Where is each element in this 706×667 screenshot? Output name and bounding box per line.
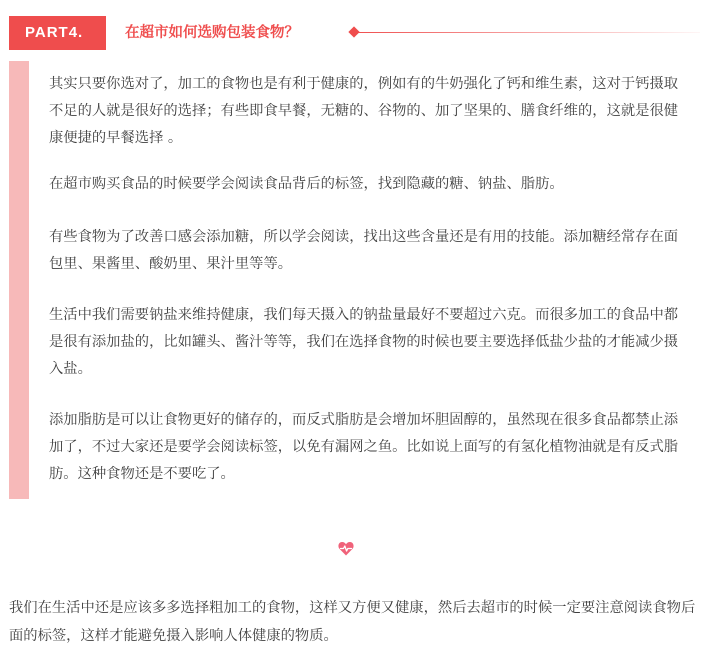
paragraph-fat: 添加脂肪是可以让食物更好的储存的，而反式脂肪是会增加坏胆固醇的，虽然现在很多食品都禁止添加了，不过大家还是要学会阅读标签，以免有漏网之鱼。比如说上面写的有氢化植物油就是有反式脂肪。这种食物还是不要吃了。 bbox=[49, 412, 679, 482]
paragraph-read-labels: 在超市购买食品的时候要学会阅读食品背后的标签，找到隐藏的糖、钠盐、脂肪。 bbox=[49, 176, 564, 192]
closing-paragraph: 我们在生活中还是应该多多选择粗加工的食物，这样又方便又健康，然后去超市的时候一定要注意阅读食物后面的标签，这样才能避免摄入影响人体健康的物质。 bbox=[9, 600, 696, 644]
section-title: 在超市如何选购包装食物？ bbox=[125, 25, 299, 41]
quote-block bbox=[9, 61, 699, 499]
quote-accent-bar bbox=[9, 61, 29, 499]
part-badge: PART4. bbox=[9, 16, 106, 50]
paragraph-sodium: 生活中我们需要钠盐来维持健康，我们每天摄入的钠盐量最好不要超过六克。而很多加工的食品中都是很有添加盐的，比如罐头、酱汁等等，我们在选择食物的时候也要主要选择低盐少盐的才能减少摄入盐。 bbox=[49, 307, 679, 377]
diamond-icon bbox=[348, 26, 359, 37]
section-header bbox=[9, 16, 699, 50]
heart-pulse-icon bbox=[338, 541, 354, 556]
title-divider-line bbox=[350, 32, 700, 33]
paragraph-added-sugar: 有些食物为了改善口感会添加糖，所以学会阅读，找出这些含量还是有用的技能。添加糖经常存在面包里、果酱里、酸奶里、果汁里等等。 bbox=[49, 229, 679, 272]
paragraph-processed-food: 其实只要你选对了，加工的食物也是有利于健康的，例如有的牛奶强化了钙和维生素，这对于钙摄取不足的人就是很好的选择；有些即食早餐，无糖的、谷物的、加了坚果的、膳食纤维的，这就是很健康便捷的早餐选择 。 bbox=[49, 76, 679, 146]
